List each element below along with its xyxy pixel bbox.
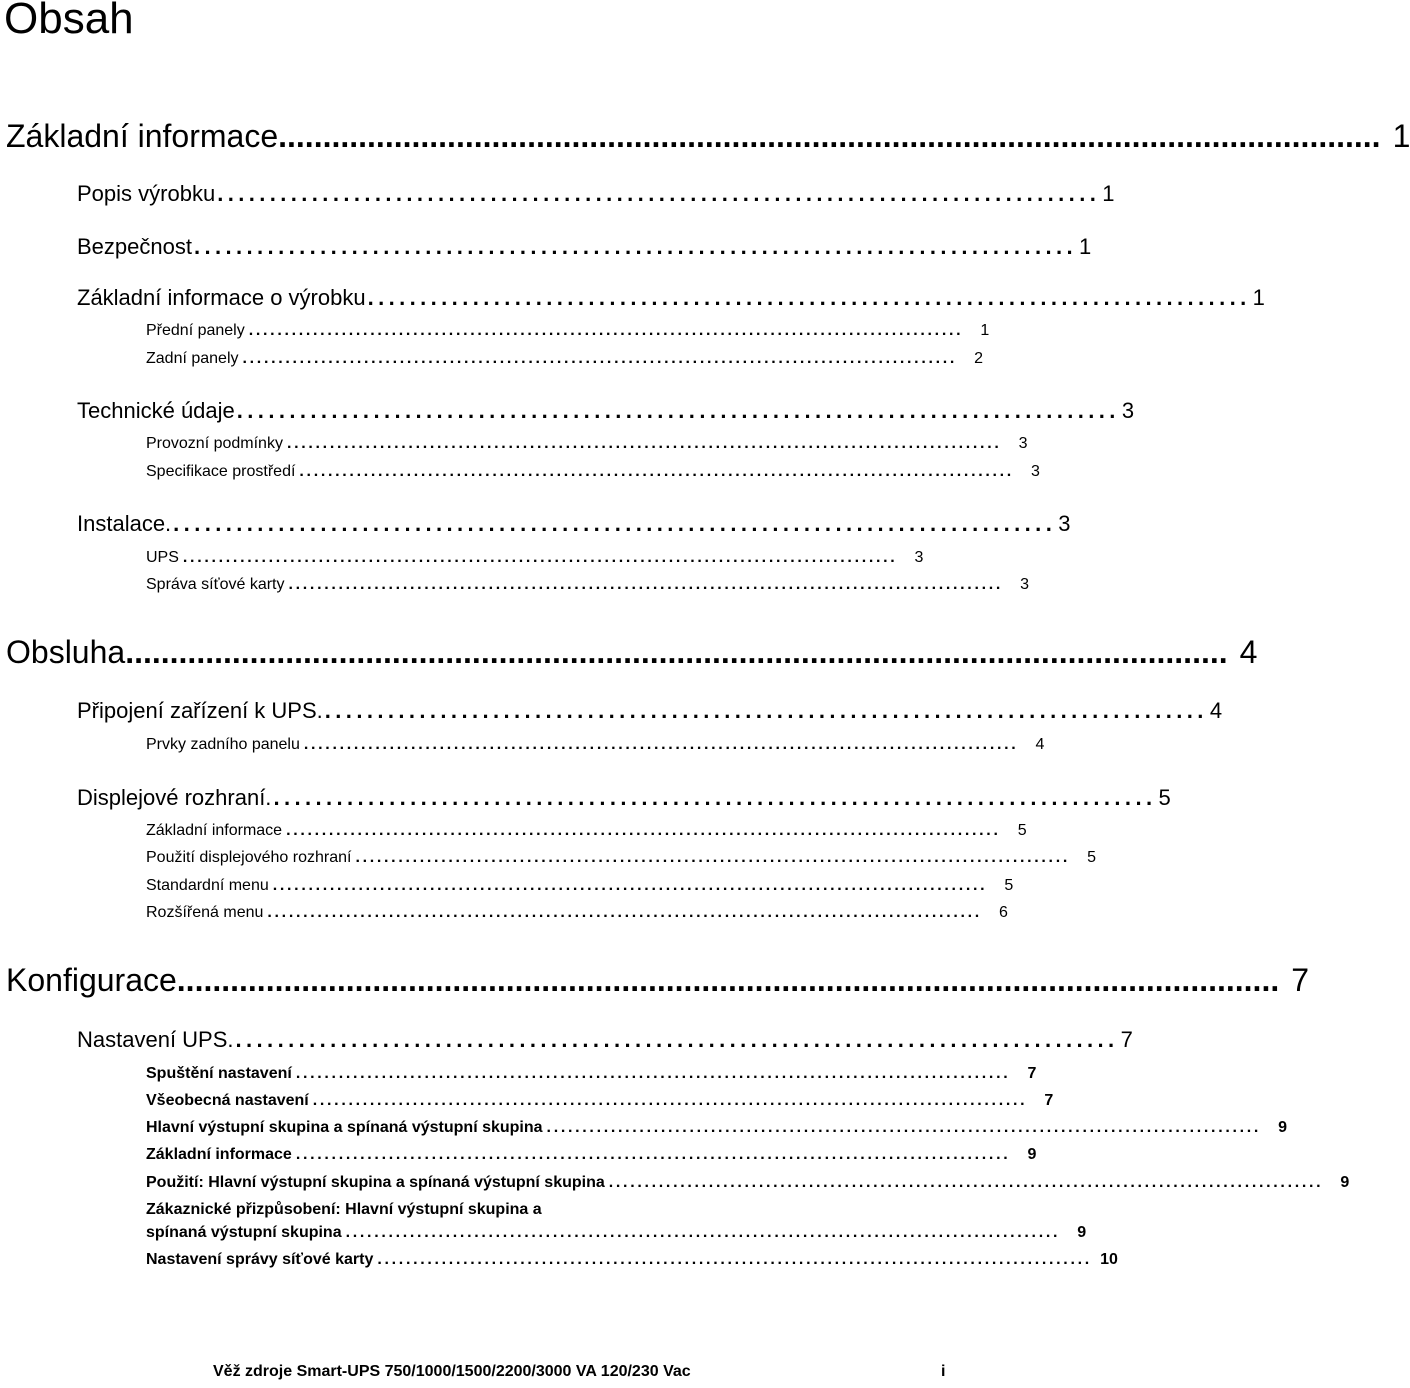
toc-subentry-pouziti-hlavni-vystupni-skupina[interactable] [146,1174,1350,1192]
toc-entry-zakladni-informace-o-vyrobku[interactable] [77,285,1265,311]
toc-page: 3 [1121,398,1135,423]
toc-leader: .................................................................................................... [299,463,1014,480]
toc-leader: .................................................................................................... [345,1224,1061,1241]
toc-label: Všeobecná nastavení [146,1092,309,1109]
toc-entry-technicke-udaje[interactable] [77,398,1135,424]
toc-section-konfigurace[interactable] [6,962,1310,999]
toc-leader: .................................................................................................... [242,350,958,367]
toc-page: 1 [1079,234,1092,259]
toc-subentry-zakladni-informace[interactable] [146,822,1027,840]
toc-page: 3 [1031,463,1040,480]
toc-page: 9 [1278,1119,1288,1136]
toc-entry-pripojeni-zarizeni[interactable] [77,698,1223,724]
toc-label: Rozšířená menu [146,904,264,921]
toc-label: Provozní podmínky [146,435,283,452]
toc-page: 4 [1035,736,1045,753]
toc-label: Obsluha [6,634,126,670]
toc-page: 1 [1252,285,1265,310]
footer-title: Věž zdroje Smart-UPS 750/1000/1500/2200/3000 VA 120/230 Vac [213,1363,691,1380]
toc-leader: .................................................................................................... [355,849,1070,866]
toc-leader: .................................................................................................... [608,1174,1324,1191]
toc-subentry-zadni-panely[interactable] [146,350,984,368]
toc-label: Prvky zadního panelu [146,736,300,753]
toc-label: UPS [146,549,179,566]
toc-subentry-hlavni-vystupni-skupina[interactable] [146,1119,1288,1137]
toc-label: Správa síťové karty [146,576,285,593]
toc-leader: .................................................................................... [236,398,1120,423]
toc-label: Instalace. [77,511,172,536]
toc-leader: .................................................................................................... [312,1092,1028,1109]
toc-label: Specifikace prostředí [146,463,296,480]
toc-subentry-prvky-zadniho-panelu[interactable] [146,736,1045,754]
toc-label: Displejové rozhraní. [77,785,272,810]
toc-page: 5 [1087,849,1096,866]
toc-page: 3 [1020,576,1030,593]
toc-entry-instalace[interactable] [77,511,1071,537]
toc-page: 5 [1004,877,1014,894]
toc-label: Přední panely [146,322,245,339]
toc-leader: .................................................................................................... [295,1065,1011,1082]
toc-label: Standardní menu [146,877,269,894]
toc-section-zakladni-informace[interactable] [6,118,1410,155]
toc-leader: .................................................................................... [217,181,1101,206]
toc-label: Základní informace [146,822,283,839]
toc-subentry-spusteni-nastaveni[interactable] [146,1065,1037,1083]
toc-subentry-predni-panely[interactable] [146,322,990,340]
toc-page: 9 [1340,1174,1350,1191]
toc-label: Základní informace [6,118,279,154]
toc-leader: .................................................................................................... [288,576,1004,593]
toc-leader: .................................................................................................... [286,435,1002,452]
toc-subentry-zakaznicke-prizpusobeni[interactable] [146,1224,1087,1242]
toc-page: 10 [1100,1251,1118,1268]
footer-page-number: i [941,1363,946,1380]
toc-leader: ............................................................................................................................ [278,118,1381,154]
toc-page: 5 [1158,785,1171,810]
toc-entry-popis-vyrobku[interactable] [77,181,1115,207]
toc-label: Spuštění nastavení [146,1065,292,1082]
toc-leader: .................................................................................................... [377,1251,1092,1268]
toc-page: 7 [1044,1092,1054,1109]
toc-subentry-standardni-menu[interactable] [146,877,1014,895]
toc-leader: ............................................................................................................................ [176,962,1280,998]
toc-leader: .................................................................................................... [267,904,982,921]
toc-label: Zákaznické přizpůsobení: Hlavní výstupní skupina a [146,1201,542,1218]
toc-entry-nastaveni-ups[interactable] [77,1027,1133,1053]
toc-leader: .................................................................................................... [303,736,1019,753]
toc-leader: .................................................................................... [367,285,1251,310]
toc-page: 7 [1291,962,1310,998]
toc-leader: .................................................................................................... [546,1119,1262,1136]
toc-subentry-zakaznicke-prizpusobeni-line1[interactable] [146,1201,710,1219]
toc-page: 4 [1239,634,1258,670]
toc-leader: .................................................................................... [173,511,1057,536]
toc-leader: .................................................................................... [193,234,1078,259]
toc-page: 5 [1017,822,1027,839]
toc-page: 4 [1209,698,1223,723]
toc-page: 3 [914,549,924,566]
toc-subentry-specifikace-prostredi[interactable] [146,463,1040,481]
toc-label: spínaná výstupní skupina [146,1224,342,1241]
toc-label: Nastavení UPS. [77,1027,234,1052]
toc-label: Základní informace [146,1146,292,1163]
toc-page: 3 [1018,435,1028,452]
toc-label: Konfigurace [6,962,177,998]
toc-label: Technické údaje [77,398,235,423]
toc-page: 9 [1027,1146,1037,1163]
toc-label: Popis výrobku [77,181,216,206]
toc-subentry-zakladni-informace-2[interactable] [146,1146,1037,1164]
toc-label: Použití: Hlavní výstupní skupina a spínaná výstupní skupina [146,1174,605,1191]
toc-subentry-provozni-podminky[interactable] [146,435,1028,453]
toc-page: 9 [1077,1224,1087,1241]
toc-page: 1 [980,322,990,339]
toc-leader: .................................................................................................... [272,877,988,894]
toc-page: 7 [1120,1027,1133,1052]
toc-label: Bezpečnost [77,234,192,259]
toc-entry-bezpecnost[interactable] [77,234,1092,260]
toc-leader: .................................................................................................... [248,322,964,339]
toc-page: 2 [974,350,984,367]
toc-subentry-rozsirena-menu[interactable] [146,904,1008,922]
toc-subentry-vseobecna-nastaveni[interactable] [146,1092,1054,1110]
toc-subentry-pouziti-displejoveho-rozhrani[interactable] [146,849,1096,867]
toc-subentry-nastaveni-spravy-sitove-karty[interactable] [146,1251,1118,1269]
toc-label: Použití displejového rozhraní [146,849,352,866]
toc-label: Připojení zařízení k UPS. [77,698,323,723]
toc-leader: .................................................................................... [235,1027,1119,1052]
toc-label: Hlavní výstupní skupina a spínaná výstupní skupina [146,1119,543,1136]
toc-label: Základní informace o výrobku [77,285,366,310]
toc-subentry-ups[interactable] [146,549,924,567]
page-title: Obsah [4,0,134,43]
toc-subentry-sprava-sitove-karty[interactable] [146,576,1030,594]
toc-label: Nastavení správy síťové karty [146,1251,374,1268]
toc-leader: .................................................................................... [324,698,1208,723]
toc-page: 7 [1027,1065,1037,1082]
toc-page: 1 [1392,118,1410,154]
toc-leader: ............................................................................................................................ [125,634,1228,670]
toc-label: Zadní panely [146,350,239,367]
toc-section-obsluha[interactable] [6,634,1258,671]
toc-page: 1 [1102,181,1115,206]
toc-leader: .................................................................................................... [295,1146,1011,1163]
toc-leader: .................................................................................................... [182,549,898,566]
toc-page: 3 [1058,511,1071,536]
toc-leader: .................................................................................................... [286,822,1001,839]
toc-page: 6 [999,904,1008,921]
toc-entry-displejove-rozhrani[interactable] [77,785,1171,811]
toc-leader: .................................................................................... [273,785,1157,810]
